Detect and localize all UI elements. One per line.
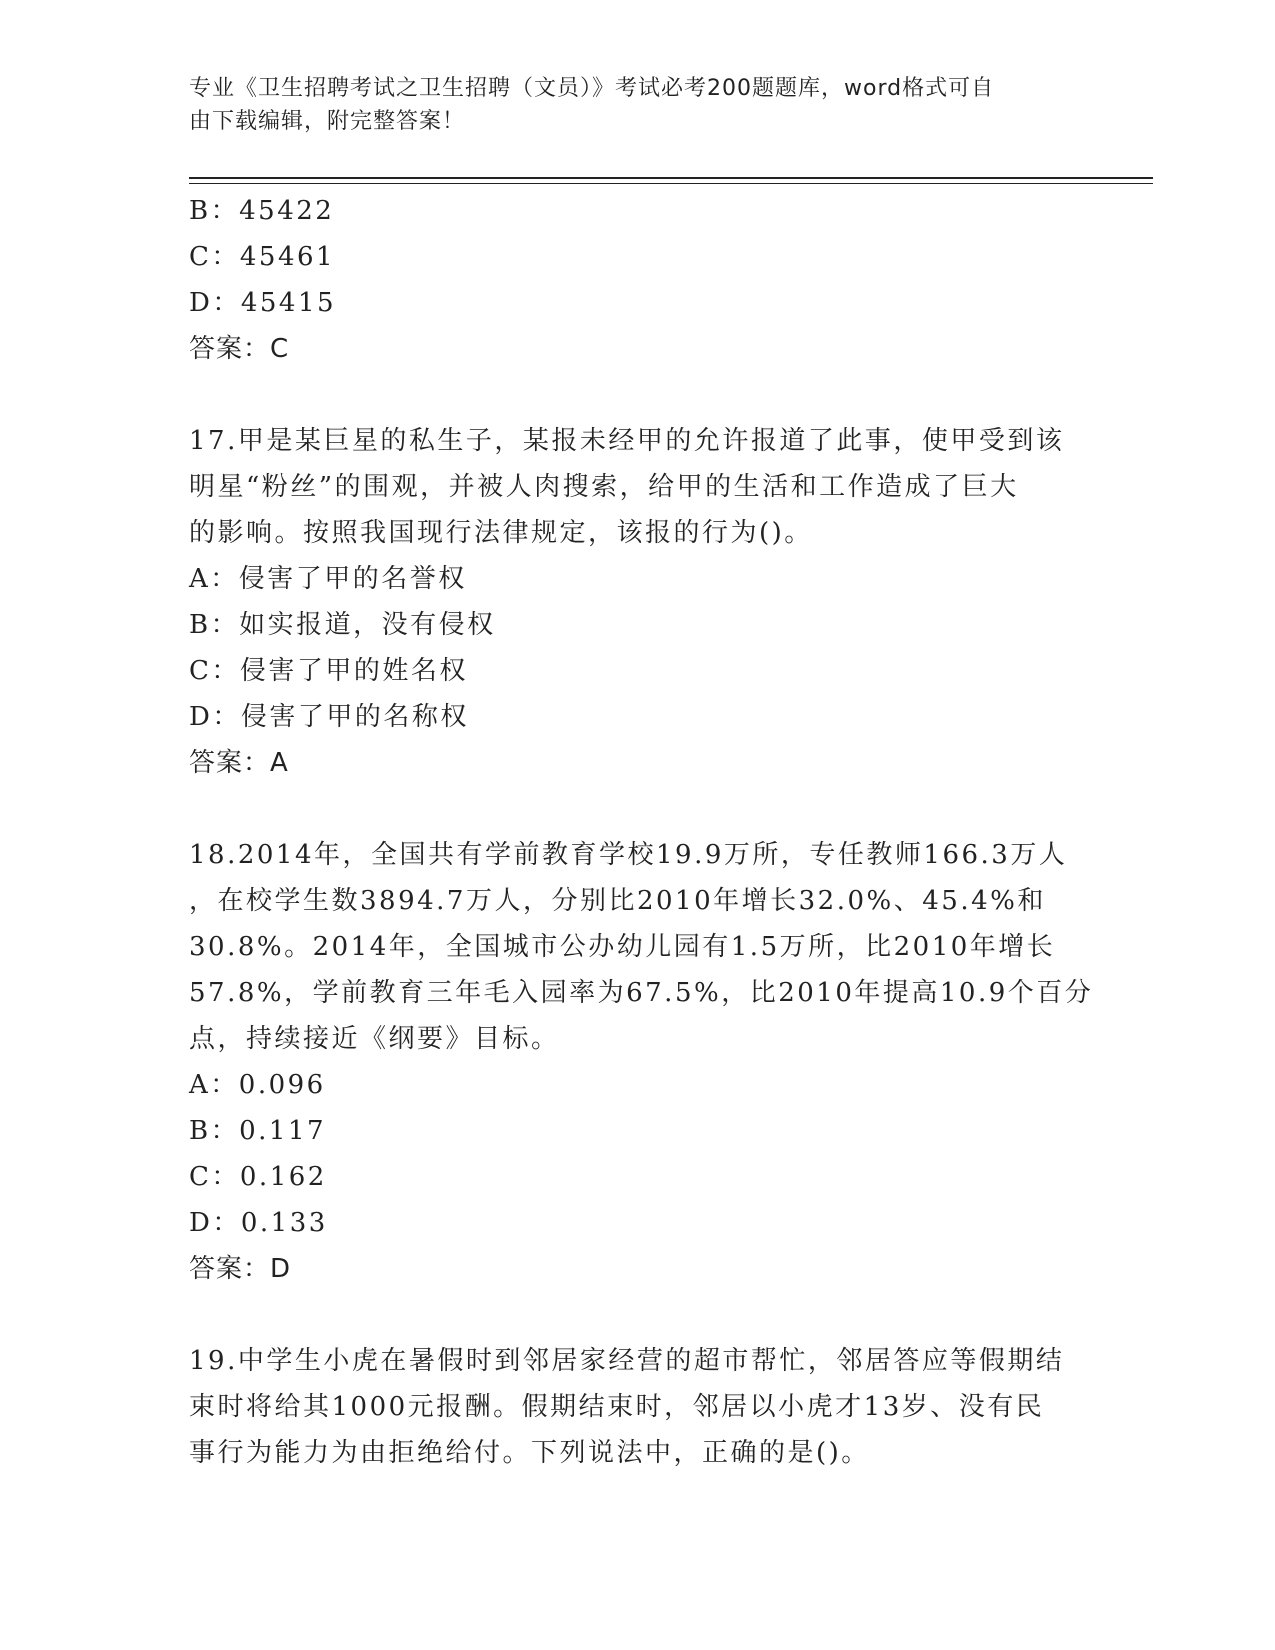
option-b: B：0.117	[189, 1116, 327, 1146]
question-stem-line: 17.甲是某巨星的私生子，某报未经甲的允许报道了此事，使甲受到该	[189, 426, 1065, 456]
question-stem-line: ，在校学生数3894.7万人，分别比2010年增长32.0%、45.4%和	[189, 886, 1046, 916]
question-stem-line: 30.8%。2014年，全国城市公办幼儿园有1.5万所，比2010年增长	[189, 932, 1056, 962]
question-18	[189, 832, 1094, 1292]
option-c: C：侵害了甲的姓名权	[189, 656, 468, 686]
document-body	[189, 188, 1094, 1476]
option-d: D：45415	[189, 288, 337, 318]
question-stem-line: 事行为能力为由拒绝给付。下列说法中，正确的是()。	[189, 1438, 870, 1468]
question-17	[189, 418, 1089, 786]
answer: 答案：D	[189, 1254, 292, 1284]
question-stem-line: 的影响。按照我国现行法律规定，该报的行为()。	[189, 518, 813, 548]
option-b: B：45422	[189, 196, 335, 226]
document-header	[189, 72, 1089, 138]
question-19	[189, 1338, 1089, 1476]
answer: 答案：C	[189, 334, 290, 364]
header-rule-thick	[189, 177, 1153, 179]
option-a: A：0.096	[189, 1070, 326, 1100]
question-stem-line: 19.中学生小虎在暑假时到邻居家经营的超市帮忙，邻居答应等假期结	[189, 1346, 1065, 1376]
answer: 答案：A	[189, 748, 289, 778]
option-d: D：0.133	[189, 1208, 328, 1238]
question-stem-line: 点，持续接近《纲要》目标。	[189, 1024, 560, 1054]
question-stem-line: 57.8%，学前教育三年毛入园率为67.5%，比2010年提高10.9个百分	[189, 978, 1094, 1008]
option-d: D：侵害了甲的名称权	[189, 702, 469, 732]
header-line-1: 专业《卫生招聘考试之卫生招聘（文员）》考试必考200题题库，word格式可自	[189, 76, 995, 101]
option-a: A：侵害了甲的名誉权	[189, 564, 467, 594]
option-c: C：0.162	[189, 1162, 327, 1192]
header-line-2: 由下载编辑，附完整答案！	[189, 109, 466, 134]
option-c: C：45461	[189, 242, 336, 272]
question-16	[189, 188, 1089, 372]
header-rule-thin	[189, 183, 1153, 184]
question-stem-line: 明星“粉丝”的围观，并被人肉搜索，给甲的生活和工作造成了巨大	[189, 472, 1019, 502]
option-b: B：如实报道，没有侵权	[189, 610, 496, 640]
question-stem-line: 18.2014年，全国共有学前教育学校19.9万所，专任教师166.3万人	[189, 840, 1068, 870]
question-stem-line: 束时将给其1000元报酬。假期结束时，邻居以小虎才13岁、没有民	[189, 1392, 1045, 1422]
